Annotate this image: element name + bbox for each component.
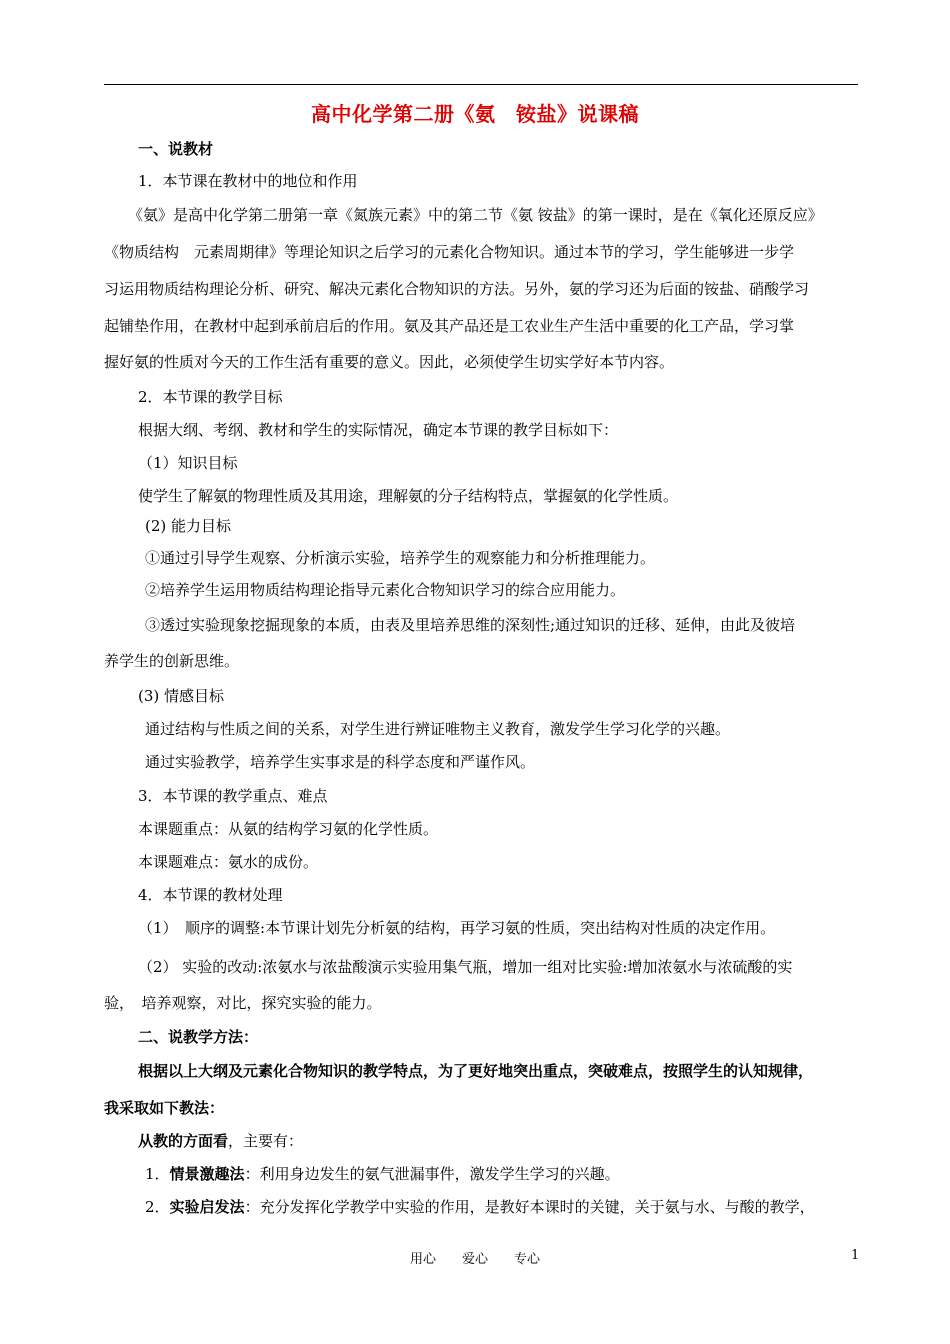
subsection-heading: 2．本节课的教学目标 [138,388,283,406]
list-item: 验， 培养观察，对比，探究实验的能力。 [104,994,382,1012]
list-item: 养学生的创新思维。 [104,652,240,670]
header-rule [104,84,858,85]
goal-heading: (3) 情感目标 [138,687,225,705]
list-item: ①通过引导学生观察、分析演示实验，培养学生的观察能力和分析推理能力。 [145,549,656,567]
paragraph-line: 《物质结构 元素周期律》等理论知识之后学习的元素化合物知识。通过本节的学习，学生能够进一步学 [104,243,795,261]
teaching-view-text: ，主要有： [228,1132,304,1150]
goal-heading: （1）知识目标 [138,454,238,472]
paragraph-line: 握好氨的性质对今天的工作生活有重要的意义。因此，必须使学生切实学好本节内容。 [104,353,675,371]
paragraph-line: 本课题难点：氨水的成份。 [138,853,319,871]
page-number: 1 [851,1248,860,1263]
paragraph-line: 根据以上大纲及元素化合物知识的教学特点，为了更好地突出重点，突破难点，按照学生的认知规律， [138,1062,814,1080]
paragraph-line: 根据大纲、考纲、教材和学生的实际情况，确定本节课的教学目标如下： [138,421,619,439]
goal-heading: (2) 能力目标 [145,517,232,535]
paragraph-line: 使学生了解氨的物理性质及其用途，理解氨的分子结构特点，掌握氨的化学性质。 [138,487,679,505]
teaching-view-line [138,1131,303,1151]
method-item-1 [145,1164,620,1184]
list-item: （2） 实验的改动:浓氨水与浓盐酸演示实验用集气瓶，增加一组对比实验:增加浓氨水与浓硫酸的实 [138,958,793,976]
paragraph-line: 起铺垫作用，在教材中起到承前启后的作用。氨及其产品还是工农业生产生活中重要的化工产品，学习掌 [104,317,795,335]
subsection-heading: 3．本节课的教学重点、难点 [138,787,328,805]
list-item: （1） 顺序的调整:本节课计划先分析氨的结构，再学习氨的性质，突出结构对性质的决定作用。 [138,919,776,937]
method-description: ：利用身边发生的氨气泄漏事件，激发学生学习的兴趣。 [244,1165,620,1183]
teaching-view-label: 从教的方面看 [138,1132,229,1150]
subsection-heading: 1．本节课在教材中的地位和作用 [138,172,358,190]
method-description: ：充分发挥化学教学中实验的作用，是教好本课时的关键，关于氨与水、与酸的教学， [244,1198,815,1216]
section-heading-1: 一、说教材 [138,140,214,158]
paragraph-line: 本课题重点：从氨的结构学习氨的化学性质。 [138,820,439,838]
paragraph-line: 习运用物质结构理论分析、研究、解决元素化合物知识的方法。另外，氨的学习还为后面的铵盐、硝酸学习 [104,280,810,298]
method-name: 情景激趣法 [169,1165,245,1183]
section-heading-2: 二、说教学方法： [138,1028,259,1046]
method-number: 2． [145,1198,170,1216]
list-item: ③透过实验现象挖掘现象的本质，由表及里培养思维的深刻性;通过知识的迁移、延伸，由此及彼培 [145,616,796,634]
list-item: ②培养学生运用物质结构理论指导元素化合物知识学习的综合应用能力。 [145,581,626,599]
paragraph-line: 《氨》是高中化学第二册第一章《氮族元素》中的第二节《氨 铵盐》的第一课时，是在《氧化还原反应》 [128,206,823,224]
method-number: 1． [145,1165,170,1183]
list-item: 通过实验教学，培养学生实事求是的科学态度和严谨作风。 [145,753,536,771]
list-item: 通过结构与性质之间的关系，对学生进行辨证唯物主义教育，激发学生学习化学的兴趣。 [145,720,731,738]
paragraph-line: 我采取如下教法： [104,1099,225,1117]
method-name: 实验启发法 [169,1198,245,1216]
subsection-heading: 4．本节课的教材处理 [138,886,283,904]
footer-text: 用心 爱心 专心 [409,1252,540,1267]
document-title: 高中化学第二册《氨 铵盐》说课稿 [311,102,639,126]
method-item-2 [145,1197,815,1217]
